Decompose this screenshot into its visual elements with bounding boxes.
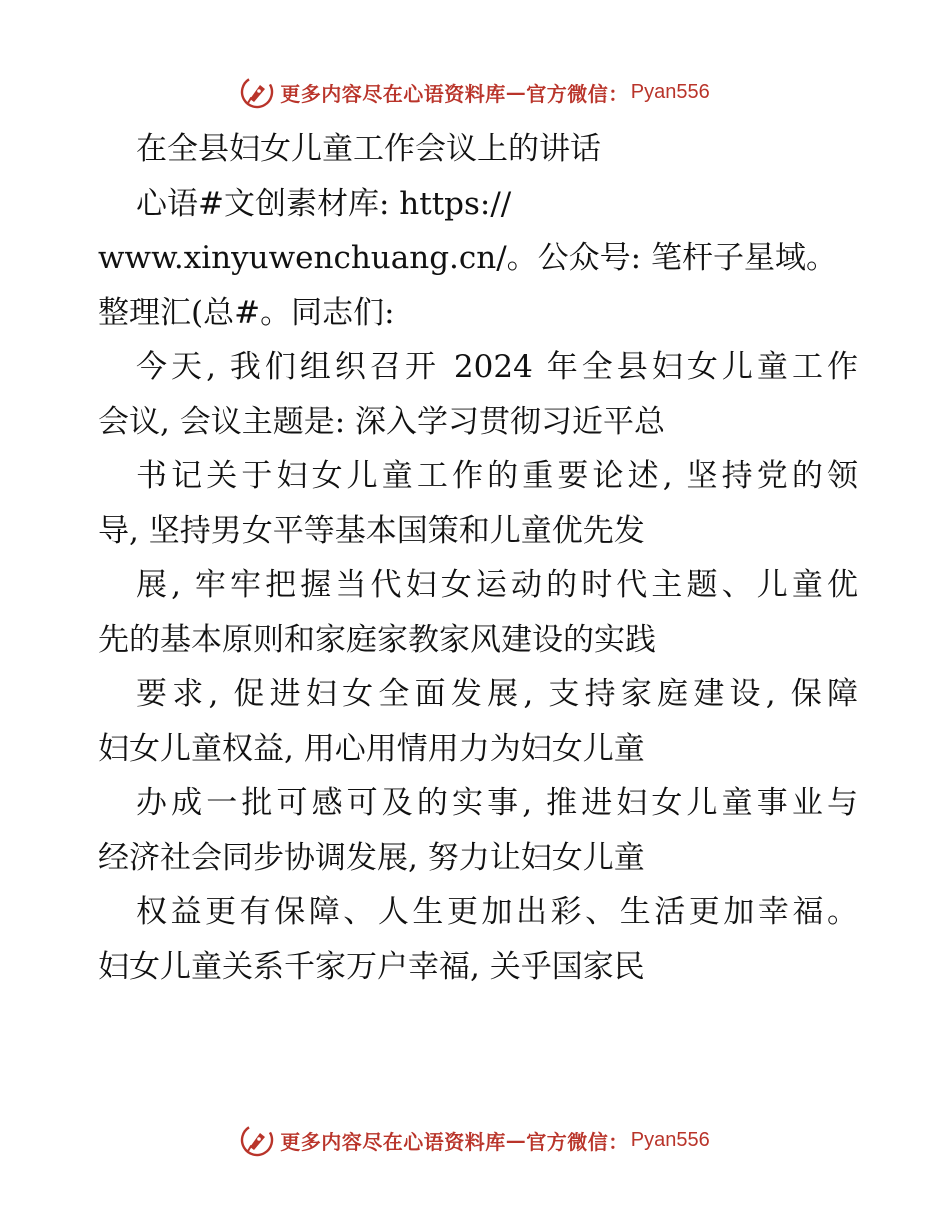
document-body xyxy=(98,122,858,994)
banner-official-label: 官方微信： xyxy=(526,1129,629,1154)
doc-line: 权益更有保障、人生更加出彩、生活更加幸福。 xyxy=(136,894,858,930)
doc-line: 整理汇(总#。同志们: xyxy=(98,294,395,331)
doc-line: 要求, 促进妇女全面发展, 支持家庭建设, 保障 xyxy=(136,676,858,712)
doc-line: 书记关于妇女儿童工作的重要论述, 坚持党的领 xyxy=(136,458,858,494)
doc-line: 妇女儿童关系千家万户幸福, 关乎国家民 xyxy=(98,948,645,985)
doc-line: 会议, 会议主题是: 深入学习贯彻习近平总 xyxy=(98,403,666,440)
doc-line: www.xinyuwenchuang.cn/。公众号: 笔杆子星域。 xyxy=(98,240,837,276)
banner-wechat-id: Pyan556 xyxy=(630,80,710,103)
pen-nib-logo-icon xyxy=(240,1123,274,1157)
banner-wechat-id: Pyan556 xyxy=(630,1128,710,1151)
doc-line: 办成一批可感可及的实事, 推进妇女儿童事业与 xyxy=(136,785,858,821)
banner-separator: — xyxy=(505,80,527,104)
doc-line: 妇女儿童权益, 用心用情用力为妇女儿童 xyxy=(98,730,645,767)
pen-nib-logo-icon xyxy=(240,75,274,109)
banner-text: 更多内容尽在心语资料库 xyxy=(280,1129,506,1154)
banner-text: 更多内容尽在心语资料库 xyxy=(280,81,506,106)
footer-banner xyxy=(0,1120,950,1160)
doc-line: 先的基本原则和家庭家教家风建设的实践 xyxy=(98,621,656,658)
doc-line: 导, 坚持男女平等基本国策和儿童优先发 xyxy=(98,512,645,549)
header-banner xyxy=(0,72,950,112)
doc-line: 今天, 我们组织召开 2024 年全县妇女儿童工作 xyxy=(136,349,858,385)
doc-line: 经济社会同步协调发展, 努力让妇女儿童 xyxy=(98,839,645,876)
doc-line: 心语#文创素材库: https:// xyxy=(136,185,512,222)
banner-separator: — xyxy=(505,1128,527,1152)
banner-official-label: 官方微信： xyxy=(526,81,629,106)
doc-line: 展, 牢牢把握当代妇女运动的时代主题、儿童优 xyxy=(136,567,858,603)
document-title: 在全县妇女儿童工作会议上的讲话 xyxy=(136,131,601,167)
